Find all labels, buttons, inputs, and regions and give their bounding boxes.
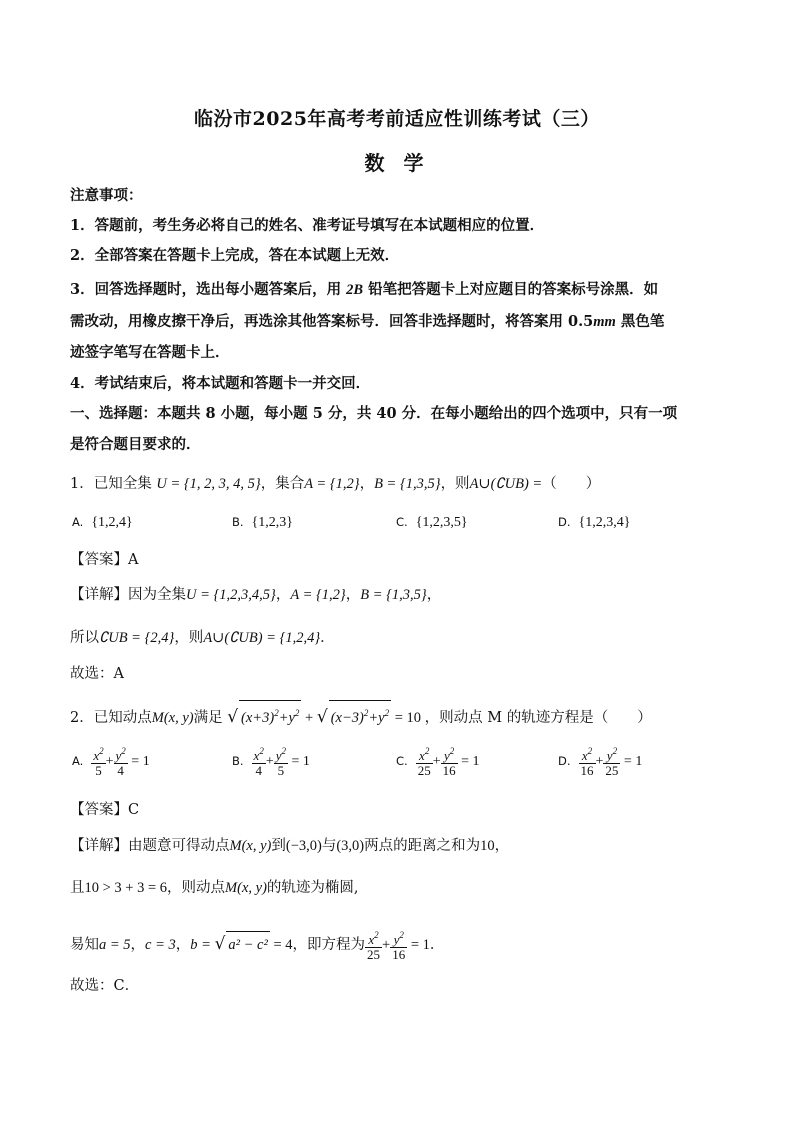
detail-text: 到 (271, 838, 286, 854)
y-frac: $\frac{y^2}{4}$ (115, 746, 126, 778)
q2-answer (70, 800, 730, 820)
detail-text: ， (494, 838, 510, 854)
y-frac: $\frac{y^2}{5}$ (275, 746, 287, 778)
option-letter: B. (232, 754, 244, 768)
detail-text: 与 (321, 838, 337, 854)
radicand-2: $(x-3)^2+y^2$ (329, 700, 391, 730)
x-frac: $\frac{x^2}{25}$ (367, 930, 381, 962)
detail-text: 且 (70, 880, 85, 896)
detail-math: M(x, y) (225, 880, 267, 896)
q1-choose: 故选：A (70, 666, 124, 682)
answer-value: A (128, 552, 139, 568)
notice-item-1: 1．答题前，考生务必将自己的姓名、准考证号填写在本试题相应的位置． (70, 217, 545, 234)
q1-option-c (396, 512, 468, 533)
detail-math: a = 5 (99, 937, 131, 953)
option-letter: A. (72, 515, 84, 529)
detail-text: ， (426, 587, 442, 603)
answer-label: 【答案】 (70, 552, 128, 568)
q1-option-a (72, 512, 133, 533)
notice-text: 3．回答选择题时，选出每小题答案后，用 (70, 281, 347, 298)
q1-text: ，集合 (260, 476, 305, 492)
exam-title: 临汾市2025年高考考前适应性训练考试（三） (194, 108, 600, 130)
exam-subject: 数 学 (364, 151, 430, 175)
option-letter: D. (558, 754, 571, 768)
q2-option-a: A. $\frac{x^2}{5}$ + $\frac{y^2}{4}$ = 1 (72, 746, 150, 778)
detail-text: 的轨迹为椭圆, (266, 880, 359, 896)
section-heading-line1: 一、选择题：本题共 8 小题，每小题 5 分，共 40 分．在每小题给出的四个选项中，只有一项 (70, 405, 678, 422)
detail-math: U = {1,2,3,4,5} (186, 587, 276, 603)
detail-text: ， (130, 937, 146, 953)
detail-math: A∪(∁UB) = {1,2,4} (203, 630, 321, 646)
option-letter: C. (396, 515, 408, 529)
q1-option-d (558, 512, 630, 533)
detail-text: ，即方程为 (292, 937, 366, 953)
pencil-grade: 2B (346, 282, 364, 298)
option-value: {1,2,3} (251, 515, 293, 530)
q2-text: 2．已知动点 (70, 710, 152, 726)
q1-stem (70, 474, 730, 494)
detail-text: ． (429, 937, 445, 953)
y-frac: $\frac{y^2}{16}$ (442, 746, 456, 778)
x-frac: $\frac{x^2}{25}$ (417, 746, 431, 778)
notice-text: 黑色笔 (615, 313, 665, 330)
detail-text: 两点的距离之和为 (364, 838, 481, 854)
notice-heading: 注意事项： (70, 187, 143, 204)
detail-math: B = {1,3,5} (360, 587, 427, 603)
detail-text: 所以 (70, 630, 99, 646)
q2-stem (70, 700, 730, 730)
answer-label: 【答案】 (70, 802, 128, 818)
sqrt-symbol: √ (214, 934, 226, 954)
detail-label: 【详解】 (70, 838, 128, 854)
y-frac: $\frac{y^2}{16}$ (392, 930, 406, 962)
sqrt-symbol: √ (227, 707, 239, 727)
q2-option-d: D. $\frac{x^2}{16}$ + $\frac{y^2}{25}$ = 1 (558, 746, 643, 778)
q1-option-b (232, 512, 293, 533)
equation-rhs: = 10 (394, 710, 422, 726)
detail-text: ， (345, 587, 361, 603)
detail-text: ，则 (174, 630, 204, 646)
detail-math: ∁UB = {2,4} (99, 630, 175, 646)
detail-math: (3,0) (336, 838, 365, 854)
q2-text: ，则动点 M 的轨迹方程是（ ） (424, 710, 652, 726)
q1-answer-blank: （ ） (542, 476, 601, 492)
detail-text: 由题意可得动点 (128, 838, 230, 854)
radicand-1: $(x+3)^2+y^2$ (239, 700, 301, 730)
notice-item-3c: 迹签字笔写在答题卡上． (70, 344, 230, 361)
q2-detail-3: 易知a = 5，c = 3，b = √ a² − c² = 4，即方程为 $\frac{x^2}{25}$ + $\frac{y^2}{16}$ = 1． (70, 930, 445, 962)
option-letter: B. (232, 515, 244, 529)
detail-text: ， (175, 937, 191, 953)
q2-option-b: B. $\frac{x^2}{4}$ + $\frac{y^2}{5}$ = 1 (232, 746, 310, 778)
notice-item-2: 2．全部答案在答题卡上完成，答在本试题上无效． (70, 247, 400, 264)
notice-text: 需改动，用橡皮擦干净后，再选涂其他答案标号．回答非选择题时，将答案用 0.5 (70, 313, 594, 330)
y-frac: $\frac{y^2}{25}$ (605, 746, 619, 778)
q1-answer (70, 550, 730, 570)
option-letter: C. (396, 754, 408, 768)
notice-item-3b (70, 312, 730, 332)
q2-detail-1 (70, 836, 730, 856)
q1-detail-2 (70, 628, 730, 648)
option-letter: D. (558, 515, 571, 529)
q1-text: ， (359, 476, 375, 492)
detail-text: 易知 (70, 937, 99, 953)
q1-detail-1 (70, 585, 730, 605)
q2-option-c: C. $\frac{x^2}{25}$ + $\frac{y^2}{16}$ = 1 (396, 746, 480, 778)
detail-text: 因为全集 (128, 587, 186, 603)
option-value: {1,2,3,4} (578, 515, 631, 530)
notice-item-3a (70, 280, 730, 300)
detail-label: 【详解】 (70, 587, 128, 603)
detail-math: = 4 (269, 937, 293, 953)
answer-value: C (128, 802, 140, 818)
detail-math: M(x, y) (229, 838, 272, 854)
q2-point: M(x, y) (151, 710, 194, 726)
q2-equation: √ $(x+3)^2+y^2$ + √ $(x-3)^2+y^2 = 10$ (227, 710, 424, 726)
x-frac: $\frac{x^2}{16}$ (580, 746, 594, 778)
detail-math: 10 > 3 + 3 = 6 (84, 880, 168, 896)
detail-text: ，则动点 (167, 880, 226, 896)
q1-set-a: A = {1,2} (304, 476, 360, 492)
x-frac: $\frac{x^2}{5}$ (93, 746, 104, 778)
detail-math: c = 3 (145, 937, 176, 953)
detail-text: ， (275, 587, 291, 603)
radicand: a² − c² (226, 931, 269, 958)
q2-choose: 故选：C． (70, 978, 140, 994)
notice-item-4: 4．考试结束后，将本试题和答题卡一并交回． (70, 375, 371, 392)
q1-text: 1．已知全集 (70, 476, 152, 492)
section-heading-line2: 是符合题目要求的． (70, 436, 201, 453)
detail-math: (−3,0) (285, 838, 322, 854)
detail-text: ． (320, 630, 335, 646)
x-frac: $\frac{x^2}{4}$ (253, 746, 264, 778)
sqrt-symbol: √ (316, 707, 328, 727)
q1-text: ，则 (440, 476, 470, 492)
option-value: {1,2,3,5} (415, 515, 468, 530)
q2-detail-2 (70, 878, 730, 898)
q1-expression: A∪(∁UB) = (469, 476, 543, 492)
unit-mm: mm (593, 314, 616, 330)
option-letter: A. (72, 754, 84, 768)
notice-text: 铅笔把答题卡上对应题目的答案标号涂黑．如 (363, 281, 659, 298)
detail-math: 10 (480, 838, 495, 854)
q1-set-u: U = {1, 2, 3, 4, 5} (156, 476, 261, 492)
detail-math: b = (190, 937, 215, 953)
q2-text: 满足 (193, 710, 223, 726)
q1-set-b: B = {1,3,5} (374, 476, 441, 492)
detail-math: A = {1,2} (290, 587, 346, 603)
option-value: {1,2,4} (91, 515, 133, 530)
